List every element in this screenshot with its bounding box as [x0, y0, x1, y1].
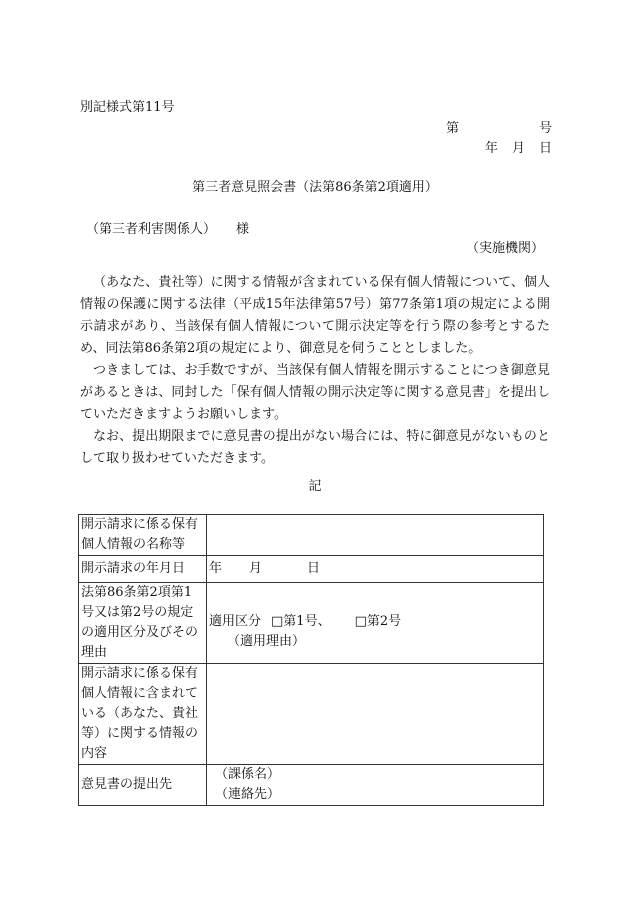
submission-section-name: （課係名） — [215, 767, 281, 782]
table-row — [79, 556, 544, 583]
request-date-month: 月 — [249, 561, 263, 576]
body-paragraph-1: （あなた、貴社等）に関する情報が含まれている保有個人情報について、個人情報の保護に関する法律（平成15年法律第57号）第77条第1項の規定による開示請求があり、当該保有個人情報について開示決定等を行う際の参考とするため、同法第86条第2項の規定により、御意見を伺うこととしました。 — [80, 275, 550, 356]
table-row — [79, 765, 544, 806]
submission-contact: （連絡先） — [215, 787, 281, 802]
addressee — [86, 218, 249, 237]
category-option-1-checkbox[interactable]: □第1号、 — [271, 614, 331, 629]
body-paragraph-3: なお、提出期限までに意見書の提出がない場合には、特に御意見がないものとして取り扱わせていただきます。 — [80, 429, 550, 466]
row-value-application-category — [207, 583, 544, 664]
issue-date — [485, 137, 552, 156]
document-number — [446, 117, 552, 136]
request-date-year: 年 — [209, 561, 223, 576]
document-number-suffix: 号 — [539, 121, 553, 136]
row-value-info-name — [207, 515, 544, 556]
form-number: 別記様式第11号 — [80, 100, 175, 115]
row-label-info-name: 開示請求に係る保有個人情報の名称等 — [79, 515, 207, 556]
row-value-info-content — [207, 664, 544, 765]
body-text — [80, 272, 550, 470]
row-value-request-date — [207, 556, 544, 583]
issue-date-month: 月 — [512, 141, 526, 156]
body-paragraph-2: つきましては、お手数ですが、当該保有個人情報を開示することにつき御意見があるときは、同封した「保有個人情報の開示決定等に関する意見書」を提出していただきますようお願いします。 — [80, 363, 550, 422]
ki-heading: 記 — [308, 479, 322, 494]
issue-date-year: 年 — [485, 141, 499, 156]
issuing-agency: （実施機関） — [465, 241, 544, 256]
application-reason: （適用理由） — [227, 634, 306, 649]
request-date-day: 日 — [307, 561, 321, 576]
row-label-request-date: 開示請求の年月日 — [79, 556, 207, 583]
addressee-honorific: 様 — [236, 222, 250, 237]
table-row — [79, 515, 544, 556]
category-label: 適用区分 — [209, 614, 262, 629]
row-value-submission-destination — [207, 765, 544, 806]
document-number-prefix: 第 — [446, 121, 460, 136]
table-row — [79, 664, 544, 765]
addressee-name: （第三者利害関係人） — [86, 222, 217, 237]
table-row — [79, 583, 544, 664]
row-label-info-content: 開示請求に係る保有個人情報に含まれている（あなた、貴社等）に関する情報の内容 — [79, 664, 207, 765]
document-title: 第三者意見照会書（法第86条第2項適用） — [192, 180, 438, 195]
row-label-application-category: 法第86条第2項第1号又は第2号の規定の適用区分及びその理由 — [79, 583, 207, 664]
details-table — [78, 514, 544, 806]
category-options — [209, 612, 541, 632]
row-label-submission-destination: 意見書の提出先 — [79, 765, 207, 806]
category-option-2-checkbox[interactable]: □第2号 — [354, 614, 402, 629]
issue-date-day: 日 — [539, 141, 553, 156]
